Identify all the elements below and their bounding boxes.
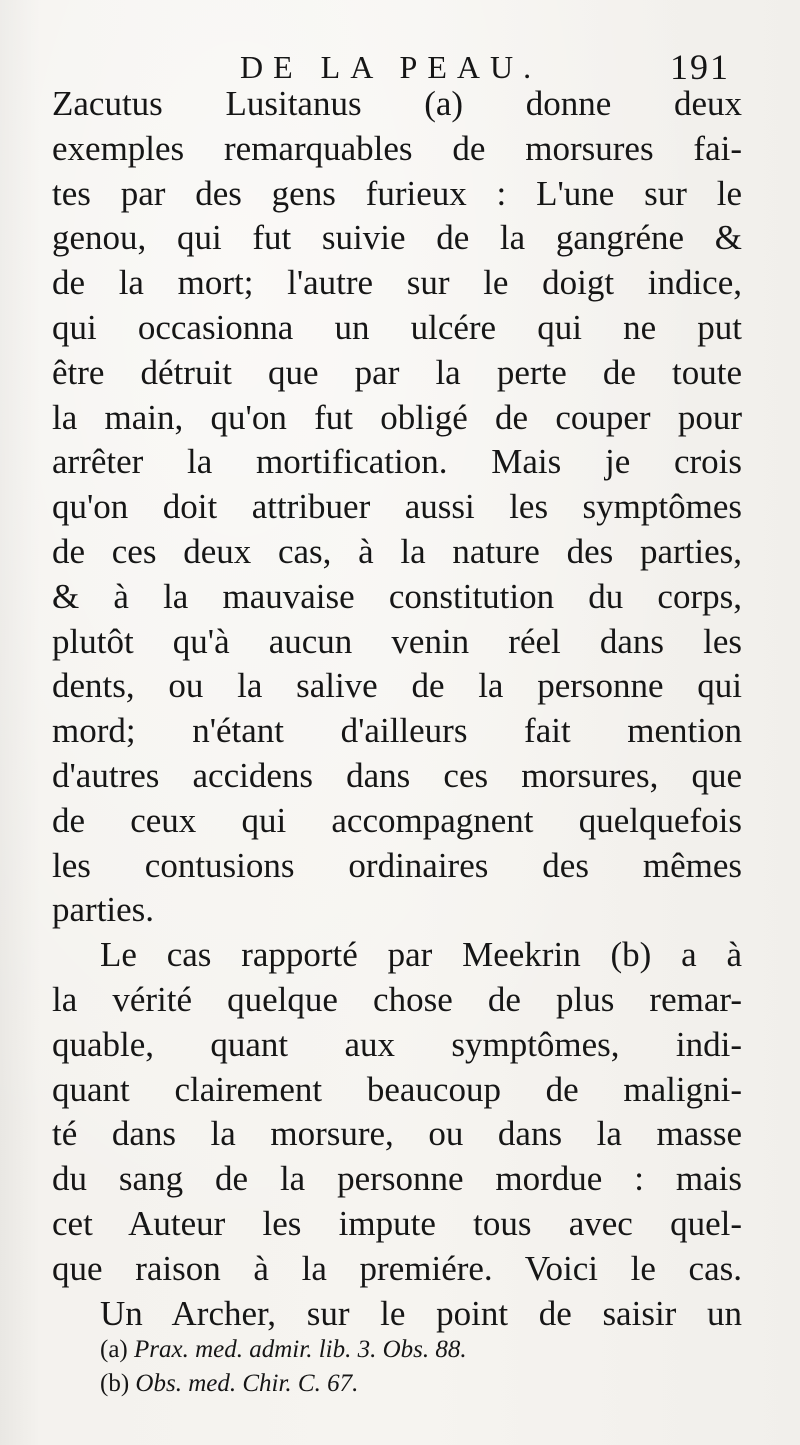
text-line: mord; n'étant d'ailleurs fait mention <box>52 711 742 751</box>
text-line: de ces deux cas, à la nature des parties, <box>52 531 742 571</box>
text-line: tes par des gens furieux : L'une sur le <box>52 173 742 213</box>
text-line: dents, ou la salive de la personne qui <box>52 666 742 706</box>
running-head: DE LA PEAU. <box>240 49 542 85</box>
text-line: exemples remarquables de morsures fai- <box>52 128 742 168</box>
text-line: d'autres accidens dans ces morsures, que <box>52 755 742 795</box>
text-line: parties. <box>52 890 155 930</box>
footnote-text: Obs. med. Chir. C. 67. <box>135 1370 359 1397</box>
text-line: Un Archer, sur le point de saisir un <box>100 1293 742 1333</box>
page-number: 191 <box>670 47 730 87</box>
footnote-marker: (a) <box>100 1336 128 1363</box>
text-line: de ceux qui accompagnent quelquefois <box>52 800 742 840</box>
text-line: la main, qu'on fut obligé de couper pour <box>52 397 742 437</box>
text-line: quable, quant aux symptômes, indi- <box>52 1024 742 1064</box>
text-line: qu'on doit attribuer aussi les symptômes <box>52 487 742 527</box>
text-line: & à la mauvaise constitution du corps, <box>52 576 742 616</box>
footnote-text: Prax. med. admir. lib. 3. Obs. 88. <box>134 1336 467 1363</box>
text-line: les contusions ordinaires des mêmes <box>52 845 742 885</box>
text-line: la vérité quelque chose de plus remar- <box>52 979 742 1019</box>
text-line: qui occasionna un ulcére qui ne put <box>52 307 742 347</box>
text-line: quant clairement beaucoup de maligni- <box>52 1069 742 1109</box>
text-line: plutôt qu'à aucun venin réel dans les <box>52 621 742 661</box>
text-line: de la mort; l'autre sur le doigt indice, <box>52 263 742 303</box>
footnote <box>100 1367 740 1401</box>
text-line: du sang de la personne mordue : mais <box>52 1159 742 1199</box>
footnotes <box>100 1333 740 1401</box>
text-line: être détruit que par la perte de toute <box>52 352 742 392</box>
text-line: genou, qui fut suivie de la gangréne & <box>52 218 742 258</box>
text-line: que raison à la premiére. Voici le cas. <box>52 1248 742 1288</box>
body-text <box>52 82 742 1336</box>
footnote-marker: (b) <box>100 1370 130 1397</box>
text-line: Le cas rapporté par Meekrin (b) a à <box>100 935 742 975</box>
text-line: arrêter la mortification. Mais je crois <box>52 442 742 482</box>
footnote <box>100 1333 740 1367</box>
text-line: té dans la morsure, ou dans la masse <box>52 1114 742 1154</box>
text-line: Zacutus Lusitanus (a) donne deux <box>52 84 742 123</box>
text-line: cet Auteur les impute tous avec quel- <box>52 1203 742 1243</box>
